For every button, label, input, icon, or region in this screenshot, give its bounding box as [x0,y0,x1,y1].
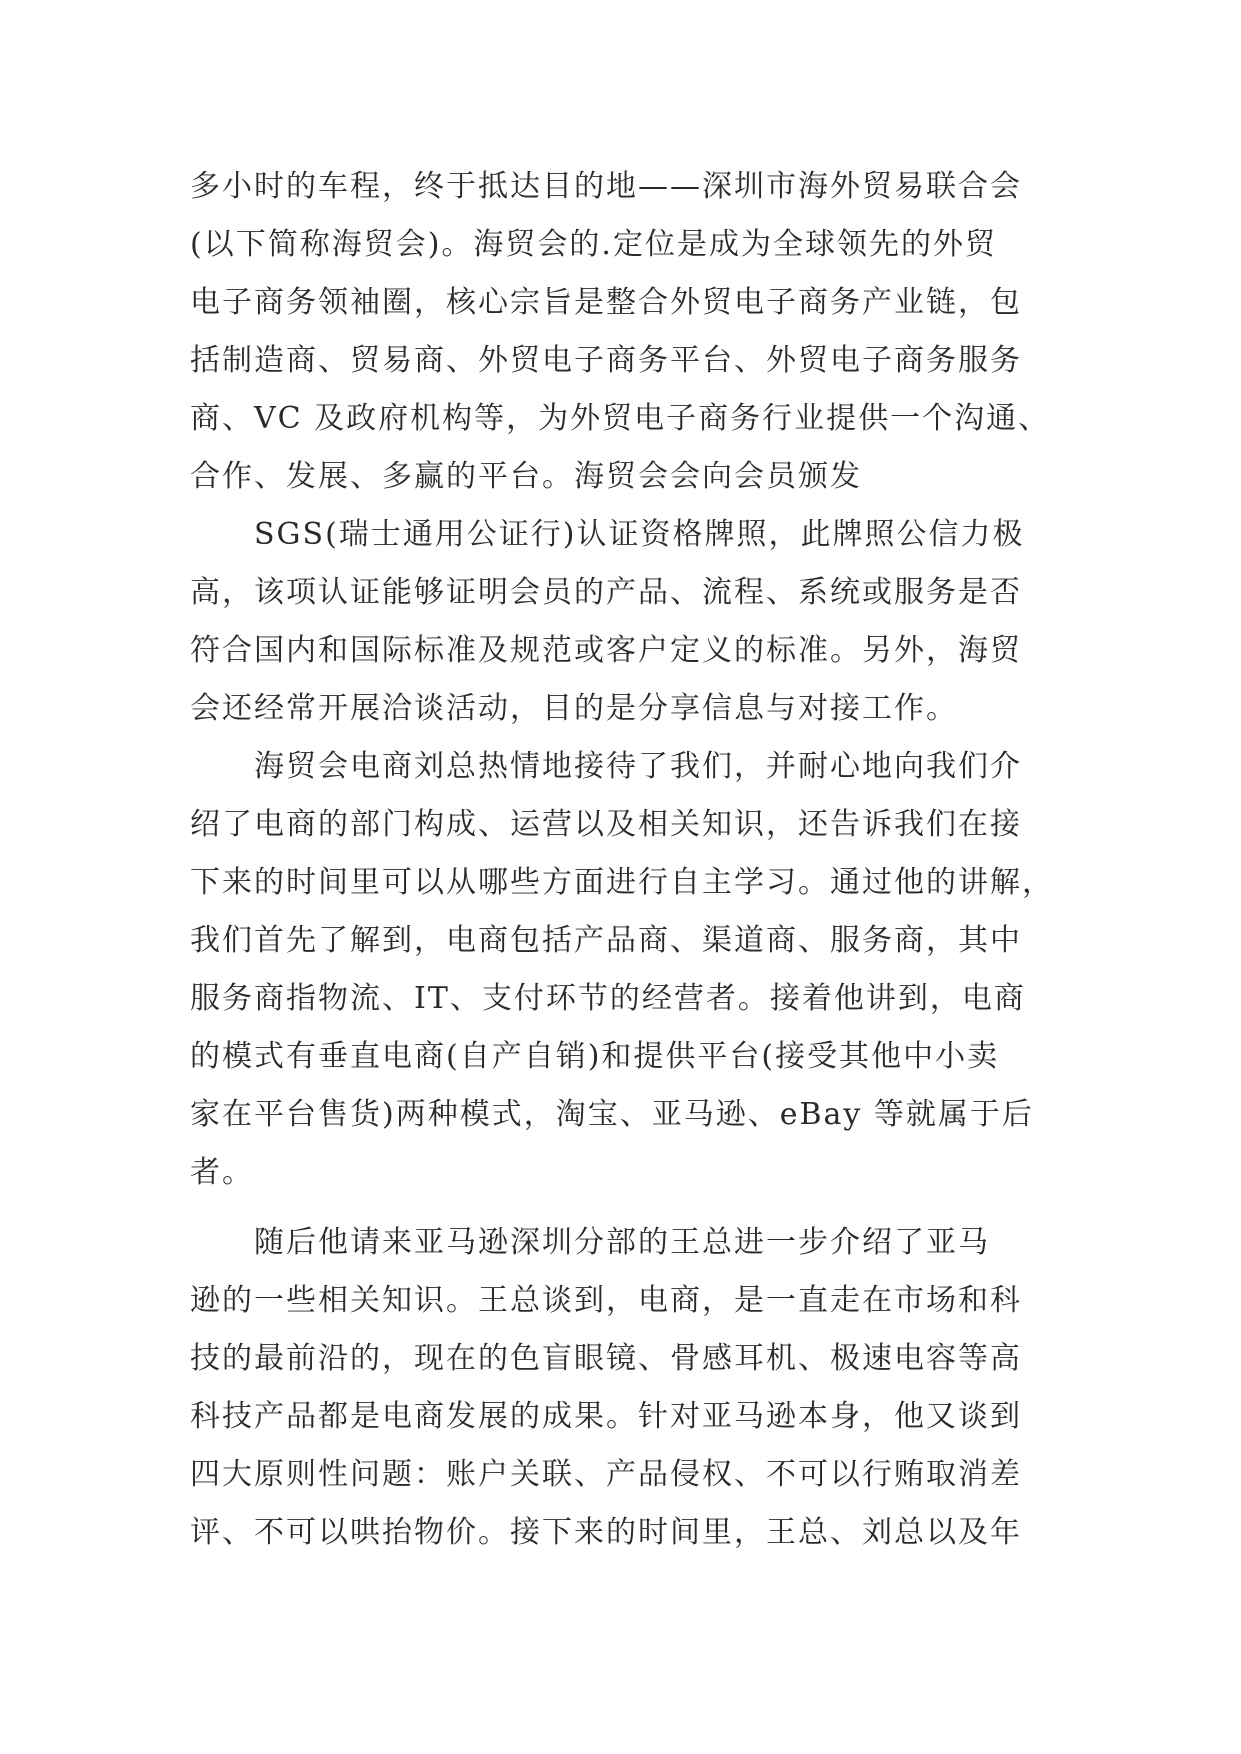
text-line: 会还经常开展洽谈活动，目的是分享信息与对接工作。 [190,691,958,726]
text-line: 括制造商、贸易商、外贸电子商务平台、外贸电子商务服务 [190,343,1022,378]
text-line: 高，该项认证能够证明会员的产品、流程、系统或服务是否 [190,575,1022,610]
text-line: 的模式有垂直电商(自产自销)和提供平台(接受其他中小卖 [190,1039,1000,1074]
text-line: 符合国内和国际标准及规范或客户定义的标准。另外，海贸 [190,633,1022,668]
text-line: 商、VC 及政府机构等，为外贸电子商务行业提供一个沟通、 [190,401,1051,436]
text-line: SGS(瑞士通用公证行)认证资格牌照，此牌照公信力极 [254,517,1025,552]
text-line: 四大原则性问题：账户关联、产品侵权、不可以行贿取消差 [190,1457,1022,1492]
text-line: 电子商务领袖圈，核心宗旨是整合外贸电子商务产业链，包 [190,285,1022,320]
text-line: 绍了电商的部门构成、运营以及相关知识，还告诉我们在接 [190,807,1022,842]
text-line: 下来的时间里可以从哪些方面进行自主学习。通过他的讲解， [190,865,1054,900]
text-line: 家在平台售货)两种模式，淘宝、亚马逊、eBay 等就属于后 [190,1097,1034,1132]
text-line: 随后他请来亚马逊深圳分部的王总进一步介绍了亚马 [254,1225,990,1260]
text-line: 评、不可以哄抬物价。接下来的时间里，王总、刘总以及年 [190,1515,1022,1550]
document-body [190,158,1090,1562]
text-line: (以下简称海贸会)。海贸会的.定位是成为全球领先的外贸 [190,227,997,262]
text-line: 者。 [190,1155,254,1190]
text-line: 科技产品都是电商发展的成果。针对亚马逊本身，他又谈到 [190,1399,1022,1434]
text-line: 服务商指物流、IT、支付环节的经营者。接着他讲到，电商 [190,981,1026,1016]
text-line: 技的最前沿的，现在的色盲眼镜、骨感耳机、极速电容等高 [190,1341,1022,1376]
text-line: 海贸会电商刘总热情地接待了我们，并耐心地向我们介 [254,749,1022,784]
text-line: 我们首先了解到，电商包括产品商、渠道商、服务商，其中 [190,923,1022,958]
text-line: 逊的一些相关知识。王总谈到，电商，是一直走在市场和科 [190,1283,1022,1318]
text-line: 多小时的车程，终于抵达目的地——深圳市海外贸易联合会 [190,169,1022,204]
text-line: 合作、发展、多赢的平台。海贸会会向会员颁发 [190,459,862,494]
paragraph-gap [190,1202,1090,1214]
